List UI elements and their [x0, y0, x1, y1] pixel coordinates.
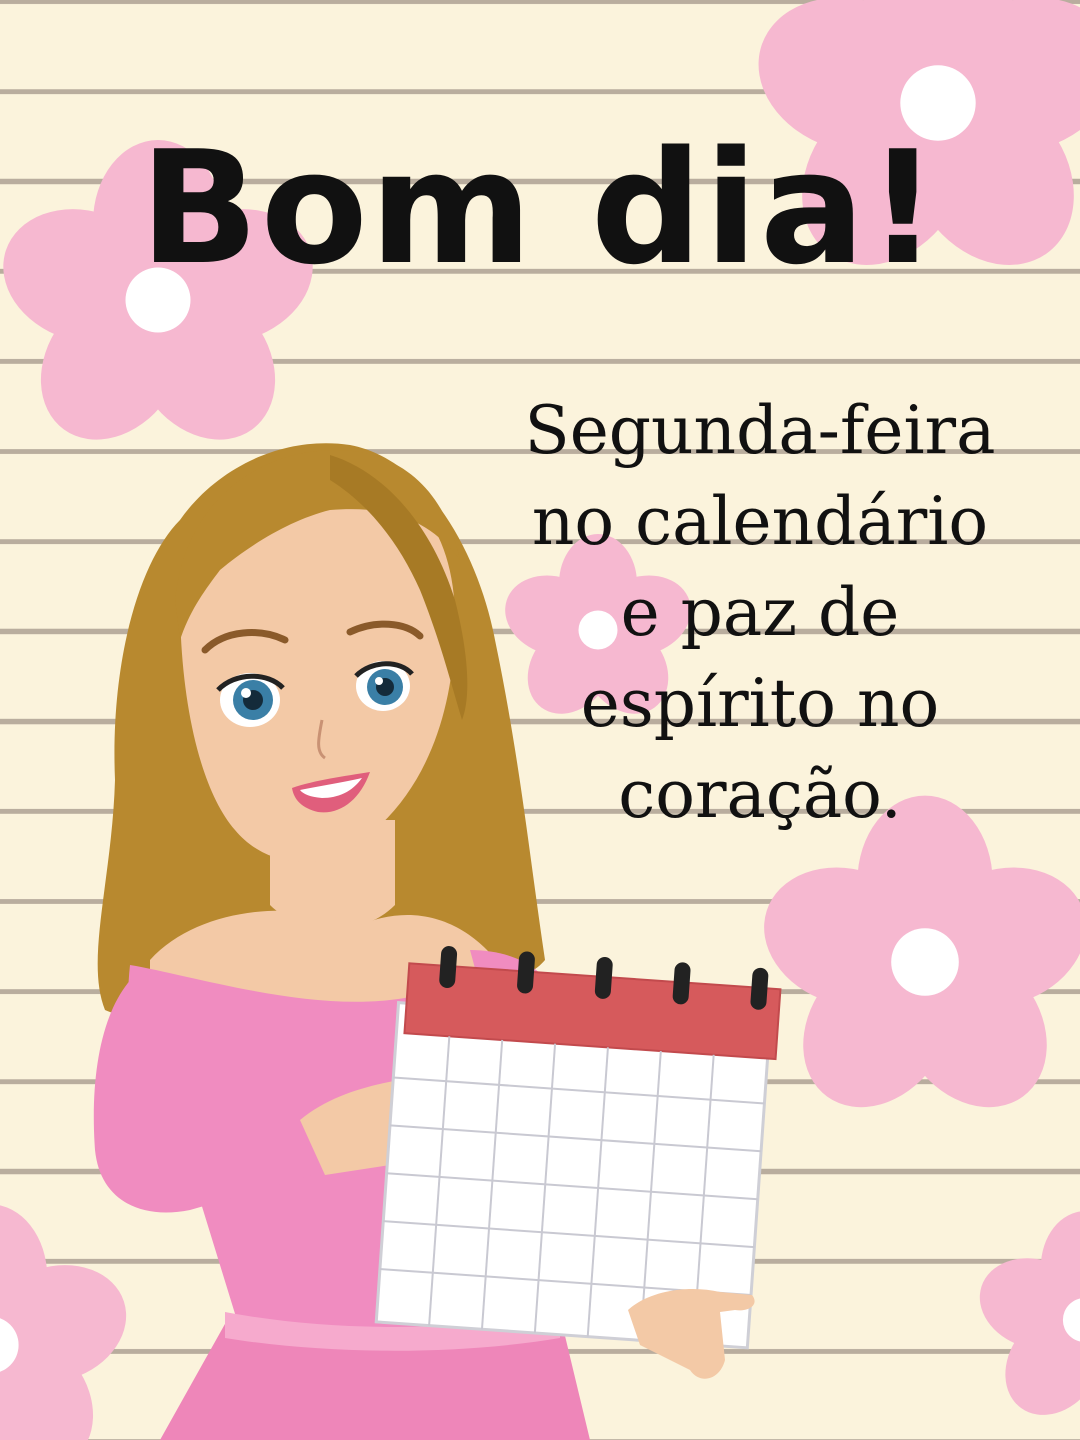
message-line: no calendário: [531, 483, 989, 560]
message-line: e paz de: [620, 574, 900, 651]
message-line: Segunda-feira: [524, 392, 996, 469]
flower-icon: [968, 1211, 1080, 1434]
title: Bom dia!: [139, 117, 941, 299]
message-line: espírito no: [580, 665, 940, 742]
flower-icon: [746, 796, 1080, 1137]
message-line: coração.: [618, 756, 902, 833]
flower-icon: [0, 1204, 142, 1440]
calendar-icon: [376, 943, 782, 1379]
message: [470, 385, 1050, 840]
